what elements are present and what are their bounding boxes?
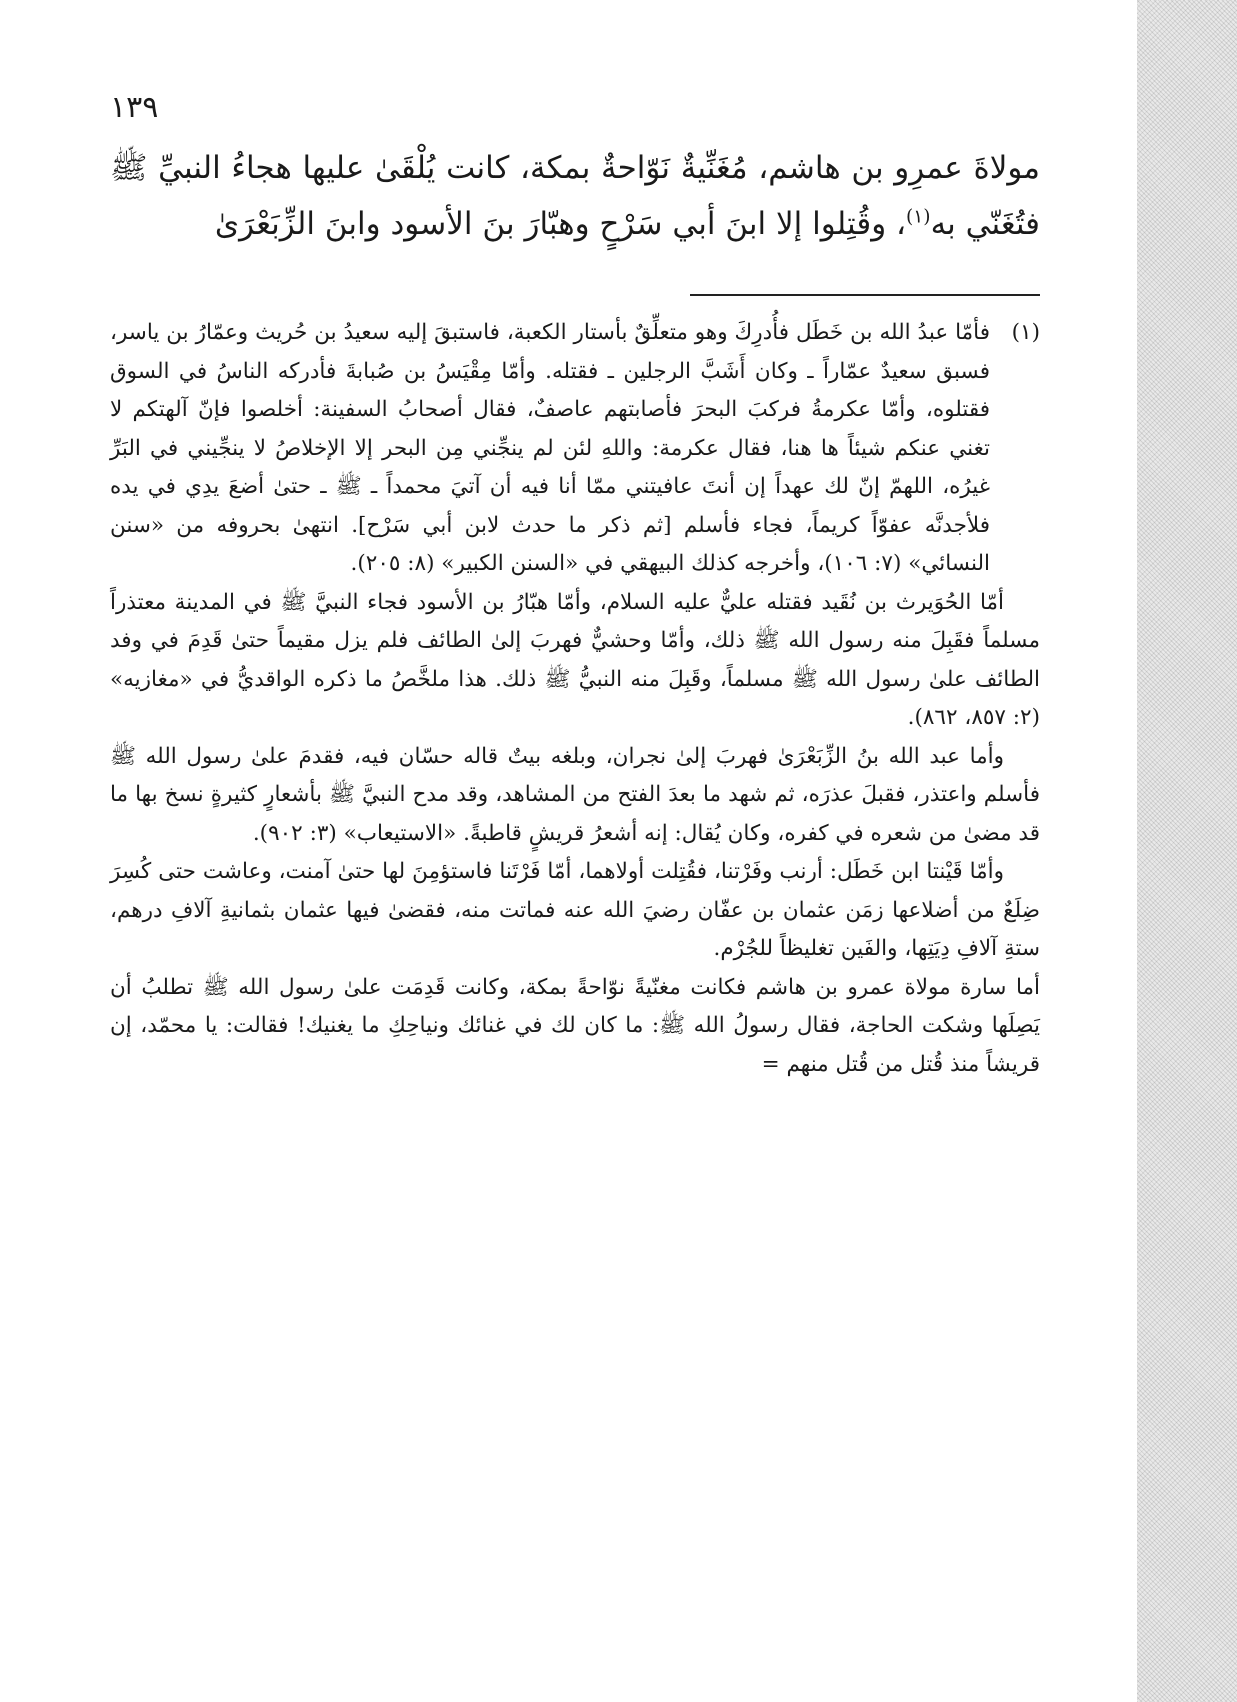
main-text-part-1: مولاةَ عمرِو بن هاشم، مُغَنِّيةٌ نَوّاحةٌ بمكة، كانت يُلْقَىٰ عليها هجاءُ النبيِّ ﷺ فتُغَنّي به — [110, 150, 1040, 242]
book-page — [110, 70, 1040, 1084]
main-paragraph — [110, 140, 1040, 252]
scan-edge-noise — [1137, 0, 1237, 1702]
spacer — [110, 252, 1040, 294]
main-text-part-2: ، وقُتِلوا إلا ابنَ أبي سَرْحٍ وهبّارَ بنَ الأسود وابنَ الزِّبَعْرَىٰ — [214, 206, 907, 242]
main-text — [110, 140, 1040, 252]
footnote-marker: (١) — [1011, 320, 1040, 345]
footnote-paragraph-2: أمّا الحُوَيرث بن نُقَيد فقتله عليٌّ عليه السلام، وأمّا هبّارُ بن الأسود فجاء النبيَّ ﷺ في المدينة معتذراً مسلماً فقَبِلَ منه رسول الله ﷺ ذلك، وأمّا وحشيٌّ فهربَ إلىٰ الطائف فلم يزل مقيماً حتىٰ قَدِمَ في وفد الطائف علىٰ رسول الله ﷺ مسلماً، وقَبِلَ منه النبيُّ ﷺ ذلك. هذا ملخَّصُ ما ذكره الواقديُّ في «مغازيه» (٢: ٨٥٧، ٨٦٢). — [110, 589, 1040, 730]
footnote-paragraph-1 — [110, 314, 1040, 584]
footnotes — [110, 314, 1040, 1084]
footnote-reference: (١) — [906, 206, 931, 228]
footnote-paragraph-4: وأمّا قَيْنتا ابن خَطَل: أرنب وفَرْتنا، فقُتِلت أولاهما، أمّا فَرْتَنا فاستؤمِنَ لها حتىٰ آمنت، وعاشت حتى كُسِرَ ضِلَعٌ من أضلاعها زمَن عثمان بن عفّان رضيَ الله عنه فماتت منه، فقضىٰ فيها عثمان بثمانيةِ آلافِ درهم، ستةِ آلافِ دِيَتِها، والفَين تغليظاً للجُرْم. — [110, 859, 1040, 961]
footnote-text-1: فأمّا عبدُ الله بن خَطَل فأُدرِكَ وهو متعلِّقٌ بأستار الكعبة، فاستبقَ إليه سعيدُ بن حُريث وعمّارُ بن ياسر، فسبق سعيدٌ عمّاراً ـ وكان أَشَبَّ الرجلين ـ فقتله. وأمّا مِقْيَسُ بن صُبابةَ فأدركه الناسُ في السوق فقتلوه، وأمّا عكرمةُ فركبَ البحرَ فأصابتهم عاصفٌ، فقال أصحابُ السفينة: أخلصوا فإنّ آلهتكم لا تغني عنكم شيئاً ها هنا، فقال عكرمة: واللهِ لئن لم ينجِّني مِن البحر إلا الإخلاصُ لا ينجِّيني في البَرِّ غيرُه، اللهمّ إنّ لك عهداً إن أنتَ عافيتني ممّا أنا فيه أن آتيَ محمداً ـ ﷺ ـ حتىٰ أضعَ يدِي في يده فلأجدنَّه عفوّاً كريماً، فجاء فأسلم [ثم ذكر ما حدث لابن أبي سَرْح]. انتهىٰ بحروفه من «سنن النسائي» (٧: ١٠٦)، وأخرجه كذلك البيهقي في «السنن الكبير» (٨: ٢٠٥). — [110, 320, 990, 576]
footnote-paragraph-3: وأما عبد الله بنُ الزِّبَعْرَىٰ فهربَ إلىٰ نجران، وبلغه بيتٌ قاله حسّان فيه، فقدمَ علىٰ رسول الله ﷺ فأسلم واعتذر، فقبلَ عذرَه، ثم شهد ما بعدَ الفتح من المشاهد، وقد مدح النبيَّ ﷺ بأشعارٍ كثيرةٍ نسخ بها ما قد مضىٰ من شعره في كفره، وكان يُقال: إنه أشعرُ قريشٍ قاطبةً. «الاستيعاب» (٣: ٩٠٢). — [110, 743, 1040, 846]
footnote-separator — [690, 294, 1040, 296]
footnote-paragraph-5: أما سارة مولاة عمرو بن هاشم فكانت مغنّيةً نوّاحةً بمكة، وكانت قَدِمَت علىٰ رسول الله ﷺ تطلبُ أن يَصِلَها وشكت الحاجة، فقال رسولُ الله ﷺ: ما كان لك في غنائك ونياحِكِ ما يغنيك! فقالت: يا محمّد، إن قريشاً منذ قُتل من قُتل منهم = — [110, 974, 1040, 1077]
page-number: ١٣٩ — [110, 90, 159, 125]
